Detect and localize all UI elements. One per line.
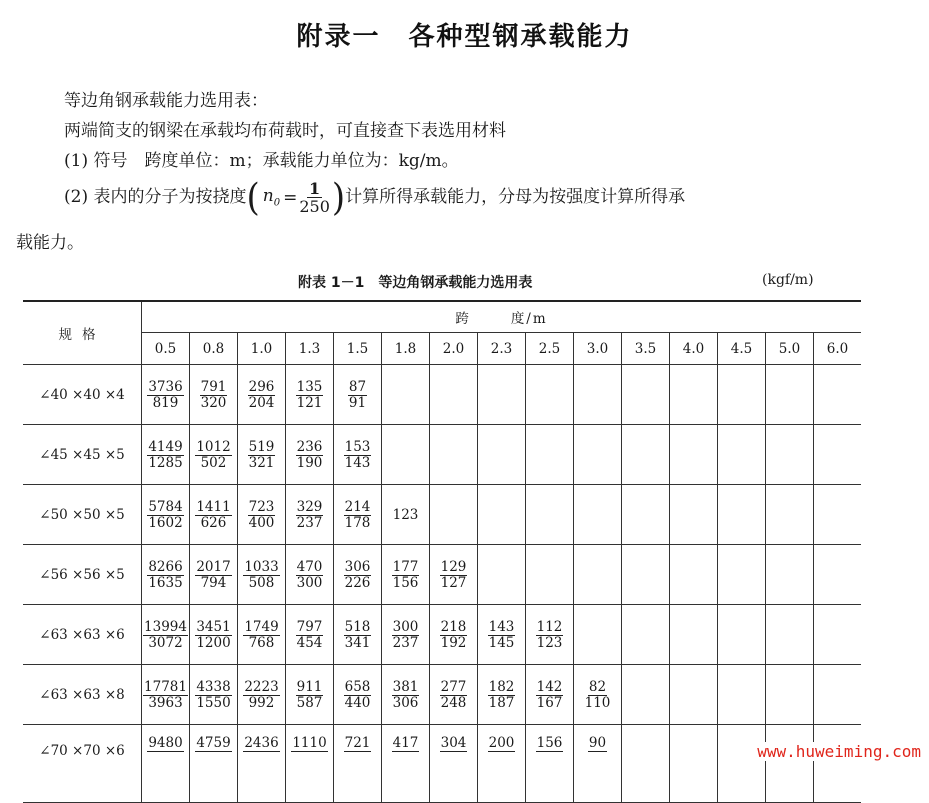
deflection-capacity: 4338 — [196, 678, 231, 695]
deflection-capacity: 1110 — [292, 735, 327, 751]
capacity-fraction — [248, 500, 276, 531]
table-row — [23, 605, 861, 665]
note-1: (1) 符号 跨度单位：m；承载能力单位为：kg/m。 — [64, 151, 459, 171]
capacity-fraction — [344, 736, 372, 752]
capacity-fraction — [143, 620, 188, 651]
capacity-cell — [814, 485, 862, 545]
capacity-cell — [478, 545, 526, 605]
capacity-cell — [814, 665, 862, 725]
span-column-header: 3.0 — [574, 333, 622, 365]
deflection-capacity: 723 — [248, 498, 275, 515]
capacity-cell — [766, 605, 814, 665]
deflection-capacity: 1012 — [196, 438, 231, 455]
capacity-cell — [814, 725, 862, 803]
capacity-cell — [382, 725, 430, 803]
span-column-header: 6.0 — [814, 333, 862, 365]
capacity-fraction — [344, 680, 372, 711]
span-column-header: 2.5 — [526, 333, 574, 365]
span-column-header: 1.8 — [382, 333, 430, 365]
capacity-fraction — [588, 736, 607, 752]
strength-capacity: 341 — [344, 634, 371, 651]
capacity-table — [23, 300, 861, 803]
capacity-cell — [814, 425, 862, 485]
capacity-cell — [190, 485, 238, 545]
capacity-cell — [430, 425, 478, 485]
capacity-fraction — [147, 500, 183, 531]
deflection-capacity: 1033 — [244, 558, 279, 575]
capacity-cell — [622, 485, 670, 545]
angle-spec: ∠56 ×56 ×5 — [23, 545, 142, 605]
capacity-fraction — [296, 440, 324, 471]
table-caption: 附表 1－1 等边角钢承载能力选用表 — [298, 275, 533, 291]
capacity-cell — [238, 425, 286, 485]
strength-capacity: 156 — [392, 574, 419, 591]
watermark: www.huweiming.com — [757, 742, 921, 761]
capacity-cell — [622, 725, 670, 803]
capacity-cell — [334, 485, 382, 545]
note-2 — [64, 175, 686, 220]
strength-capacity: 306 — [392, 694, 419, 711]
deflection-capacity: 112 — [536, 618, 563, 635]
deflection-capacity: 3736 — [148, 378, 183, 395]
deflection-capacity: 153 — [344, 438, 371, 455]
capacity-fraction — [195, 736, 231, 752]
capacity-fraction — [440, 736, 468, 752]
deflection-capacity: 791 — [200, 378, 227, 395]
capacity-cell — [718, 485, 766, 545]
deflection-capacity: 304 — [440, 735, 467, 751]
strength-capacity: 187 — [488, 694, 515, 711]
capacity-cell — [766, 485, 814, 545]
deflection-capacity: 17781 — [144, 678, 187, 695]
capacity-fraction — [392, 680, 420, 711]
capacity-cell — [478, 365, 526, 425]
capacity-cell — [142, 725, 190, 803]
capacity-cell — [382, 665, 430, 725]
capacity-cell — [574, 365, 622, 425]
span-column-header: 1.0 — [238, 333, 286, 365]
deflection-capacity: 9480 — [148, 735, 183, 751]
intro-line-2: 两端简支的钢梁在承载均布荷载时，可直接查下表选用材料 — [64, 121, 506, 141]
capacity-fraction — [392, 620, 420, 651]
strength-capacity: 300 — [296, 574, 323, 591]
table-row — [23, 545, 861, 605]
capacity-cell — [478, 725, 526, 803]
capacity-cell — [574, 725, 622, 803]
capacity-fraction — [147, 560, 183, 591]
capacity-cell — [814, 545, 862, 605]
capacity-fraction — [344, 440, 372, 471]
strength-capacity: 794 — [200, 574, 227, 591]
deflection-capacity: 329 — [296, 498, 323, 515]
strength-capacity: 1635 — [148, 574, 183, 591]
capacity-fraction — [147, 380, 183, 411]
capacity-fraction — [536, 680, 564, 711]
deflection-capacity: 4759 — [196, 735, 231, 751]
strength-capacity: 440 — [344, 694, 371, 711]
capacity-fraction — [344, 620, 372, 651]
capacity-cell — [622, 365, 670, 425]
capacity-fraction — [296, 680, 324, 711]
capacity-cell — [286, 605, 334, 665]
capacity-cell — [670, 665, 718, 725]
strength-capacity: 992 — [248, 694, 275, 711]
capacity-cell — [526, 485, 574, 545]
capacity-cell — [814, 605, 862, 665]
capacity-cell — [670, 725, 718, 803]
capacity-cell — [334, 365, 382, 425]
deflection-capacity: 417 — [392, 735, 419, 751]
capacity-fraction — [392, 560, 420, 591]
title-subject: 各种型钢承载能力 — [408, 22, 633, 52]
angle-spec: ∠40 ×40 ×4 — [23, 365, 142, 425]
deflection-capacity: 87 — [348, 378, 367, 395]
capacity-cell — [478, 425, 526, 485]
table-row — [23, 365, 861, 425]
note-2-text-after: 计算所得承载能力，分母为按强度计算所得承 — [345, 187, 686, 207]
strength-capacity: 454 — [296, 634, 323, 651]
capacity-value: 123 — [392, 506, 419, 523]
deflection-capacity: 1411 — [196, 498, 231, 515]
capacity-fraction — [195, 440, 231, 471]
capacity-cell — [142, 365, 190, 425]
capacity-fraction — [195, 500, 231, 531]
angle-spec: ∠50 ×50 ×5 — [23, 485, 142, 545]
capacity-fraction — [348, 380, 367, 411]
strength-capacity: 502 — [200, 454, 227, 471]
spec-header: 规格 — [23, 301, 142, 365]
capacity-cell — [382, 545, 430, 605]
capacity-fraction — [344, 560, 372, 591]
table-unit: (kgf/m) — [762, 272, 814, 288]
deflection-capacity: 519 — [248, 438, 275, 455]
capacity-fraction — [344, 500, 372, 531]
capacity-cell — [190, 365, 238, 425]
strength-capacity: 237 — [392, 634, 419, 651]
capacity-cell — [718, 365, 766, 425]
capacity-fraction — [440, 680, 468, 711]
capacity-cell — [718, 725, 766, 803]
capacity-cell — [670, 485, 718, 545]
capacity-cell — [670, 365, 718, 425]
deflection-capacity: 218 — [440, 618, 467, 635]
capacity-cell — [382, 605, 430, 665]
capacity-fraction — [243, 560, 279, 591]
capacity-cell — [286, 545, 334, 605]
strength-capacity: 1285 — [148, 454, 183, 471]
capacity-cell — [190, 605, 238, 665]
span-column-header: 4.5 — [718, 333, 766, 365]
capacity-fraction — [248, 440, 276, 471]
table-row — [23, 485, 861, 545]
deflection-capacity: 381 — [392, 678, 419, 695]
strength-capacity: 1602 — [148, 514, 183, 531]
capacity-cell — [334, 605, 382, 665]
strength-capacity: 626 — [200, 514, 227, 531]
capacity-cell — [142, 425, 190, 485]
strength-capacity: 167 — [536, 694, 563, 711]
strength-capacity: 190 — [296, 454, 323, 471]
capacity-cell — [478, 605, 526, 665]
capacity-cell — [670, 545, 718, 605]
capacity-cell — [190, 725, 238, 803]
capacity-cell — [574, 665, 622, 725]
capacity-cell — [574, 485, 622, 545]
capacity-fraction — [200, 380, 228, 411]
capacity-cell — [766, 725, 814, 803]
deflection-capacity: 135 — [296, 378, 323, 395]
strength-capacity: 321 — [248, 454, 275, 471]
strength-capacity: 143 — [344, 454, 371, 471]
capacity-cell — [718, 665, 766, 725]
deflection-capacity: 721 — [344, 735, 371, 751]
capacity-cell — [190, 665, 238, 725]
capacity-cell — [286, 365, 334, 425]
note-2-continued: 载能力。 — [16, 233, 84, 253]
deflection-capacity: 200 — [488, 735, 515, 751]
capacity-fraction — [585, 680, 611, 711]
capacity-cell — [766, 665, 814, 725]
deflection-capacity: 13994 — [144, 618, 187, 635]
span-column-header: 5.0 — [766, 333, 814, 365]
capacity-cell — [766, 425, 814, 485]
capacity-cell — [526, 545, 574, 605]
capacity-cell — [190, 545, 238, 605]
capacity-cell — [526, 425, 574, 485]
capacity-cell — [334, 425, 382, 485]
capacity-fraction — [248, 380, 276, 411]
capacity-cell — [574, 425, 622, 485]
capacity-cell — [286, 665, 334, 725]
deflection-capacity: 214 — [344, 498, 371, 515]
intro-line-1: 等边角钢承载能力选用表： — [64, 91, 268, 111]
capacity-fraction — [291, 736, 327, 752]
angle-spec: ∠63 ×63 ×6 — [23, 605, 142, 665]
capacity-cell — [622, 665, 670, 725]
strength-capacity: 1200 — [196, 634, 231, 651]
capacity-fraction — [296, 620, 324, 651]
capacity-cell — [142, 485, 190, 545]
deflection-capacity: 90 — [588, 735, 607, 751]
capacity-cell — [238, 485, 286, 545]
capacity-fraction — [488, 620, 516, 651]
capacity-cell — [430, 665, 478, 725]
deflection-capacity: 82 — [588, 678, 607, 695]
strength-capacity: 192 — [440, 634, 467, 651]
capacity-cell — [574, 605, 622, 665]
capacity-fraction — [143, 680, 188, 711]
span-column-header: 1.3 — [286, 333, 334, 365]
capacity-fraction — [392, 736, 420, 752]
span-header: 跨 度/m — [142, 301, 862, 333]
capacity-cell — [718, 425, 766, 485]
capacity-cell — [430, 605, 478, 665]
capacity-cell — [382, 485, 430, 545]
table-row — [23, 425, 861, 485]
strength-capacity: 204 — [248, 394, 275, 411]
capacity-cell — [142, 605, 190, 665]
capacity-cell — [478, 485, 526, 545]
capacity-cell — [190, 425, 238, 485]
deflection-capacity: 182 — [488, 678, 515, 695]
deflection-capacity: 3451 — [196, 618, 231, 635]
capacity-fraction — [195, 680, 231, 711]
capacity-cell — [814, 365, 862, 425]
deflection-capacity: 306 — [344, 558, 371, 575]
capacity-cell — [430, 545, 478, 605]
capacity-fraction — [296, 500, 324, 531]
capacity-cell — [382, 365, 430, 425]
strength-capacity: 145 — [488, 634, 515, 651]
strength-capacity: 400 — [248, 514, 275, 531]
deflection-capacity: 277 — [440, 678, 467, 695]
deflection-formula: ( $n_0$ = $\frac{1}{250}$ ) — [246, 175, 346, 220]
deflection-capacity: 470 — [296, 558, 323, 575]
strength-capacity: 587 — [296, 694, 323, 711]
strength-capacity: 127 — [440, 574, 467, 591]
strength-capacity: 123 — [536, 634, 563, 651]
capacity-fraction — [195, 560, 231, 591]
capacity-fraction — [440, 620, 468, 651]
capacity-cell — [718, 545, 766, 605]
capacity-cell — [526, 365, 574, 425]
deflection-capacity: 5784 — [148, 498, 183, 515]
span-column-header: 2.0 — [430, 333, 478, 365]
span-column-header: 1.5 — [334, 333, 382, 365]
capacity-cell — [526, 725, 574, 803]
table-body — [23, 365, 861, 803]
capacity-cell — [238, 665, 286, 725]
capacity-fraction — [147, 736, 183, 752]
span-column-header: 0.8 — [190, 333, 238, 365]
capacity-fraction — [440, 560, 468, 591]
deflection-capacity: 142 — [536, 678, 563, 695]
capacity-fraction — [488, 736, 516, 752]
capacity-fraction — [243, 620, 279, 651]
page-title — [0, 16, 929, 53]
capacity-cell — [622, 425, 670, 485]
capacity-cell — [526, 665, 574, 725]
deflection-capacity: 143 — [488, 618, 515, 635]
note-2-text-before: (2) 表内的分子为按挠度 — [64, 187, 247, 207]
capacity-cell — [574, 545, 622, 605]
strength-capacity: 508 — [248, 574, 275, 591]
capacity-fraction — [243, 736, 279, 752]
capacity-cell — [670, 425, 718, 485]
title-appendix: 附录一 — [296, 22, 381, 52]
strength-capacity: 1550 — [196, 694, 231, 711]
capacity-cell — [334, 725, 382, 803]
span-column-header: 3.5 — [622, 333, 670, 365]
angle-spec: ∠45 ×45 ×5 — [23, 425, 142, 485]
capacity-cell — [142, 545, 190, 605]
deflection-capacity: 236 — [296, 438, 323, 455]
capacity-cell — [238, 365, 286, 425]
deflection-capacity: 658 — [344, 678, 371, 695]
capacity-fraction — [536, 620, 564, 651]
strength-capacity: 768 — [248, 634, 275, 651]
span-column-header: 2.3 — [478, 333, 526, 365]
span-values-row — [23, 333, 861, 365]
table-row — [23, 665, 861, 725]
capacity-cell — [430, 725, 478, 803]
capacity-fraction — [296, 560, 324, 591]
angle-spec: ∠70 ×70 ×6 — [23, 725, 142, 803]
deflection-capacity: 1749 — [244, 618, 279, 635]
capacity-cell — [334, 665, 382, 725]
span-column-header: 4.0 — [670, 333, 718, 365]
strength-capacity: 110 — [584, 694, 611, 711]
capacity-cell — [142, 665, 190, 725]
capacity-cell — [382, 425, 430, 485]
strength-capacity: 178 — [344, 514, 371, 531]
capacity-cell — [238, 605, 286, 665]
deflection-capacity: 4149 — [148, 438, 183, 455]
capacity-cell — [766, 545, 814, 605]
capacity-cell — [286, 485, 334, 545]
capacity-cell — [718, 605, 766, 665]
capacity-cell — [238, 725, 286, 803]
deflection-capacity: 797 — [296, 618, 323, 635]
deflection-capacity: 911 — [296, 678, 323, 695]
capacity-cell — [430, 485, 478, 545]
capacity-cell — [478, 665, 526, 725]
table-row — [23, 725, 861, 803]
capacity-cell — [622, 605, 670, 665]
deflection-capacity: 300 — [392, 618, 419, 635]
strength-capacity: 3072 — [148, 634, 183, 651]
deflection-capacity: 2223 — [244, 678, 279, 695]
deflection-capacity: 8266 — [148, 558, 183, 575]
strength-capacity: 248 — [440, 694, 467, 711]
strength-capacity: 226 — [344, 574, 371, 591]
strength-capacity: 819 — [152, 394, 179, 411]
capacity-cell — [334, 545, 382, 605]
strength-capacity: 3963 — [148, 694, 183, 711]
deflection-capacity: 518 — [344, 618, 371, 635]
strength-capacity: 91 — [348, 394, 367, 411]
strength-capacity: 237 — [296, 514, 323, 531]
capacity-fraction — [488, 680, 516, 711]
capacity-cell — [622, 545, 670, 605]
deflection-capacity: 129 — [440, 558, 467, 575]
capacity-cell — [286, 725, 334, 803]
angle-spec: ∠63 ×63 ×8 — [23, 665, 142, 725]
capacity-cell — [766, 365, 814, 425]
deflection-capacity: 2436 — [244, 735, 279, 751]
capacity-fraction — [536, 736, 564, 752]
capacity-fraction — [296, 380, 324, 411]
capacity-cell — [430, 365, 478, 425]
deflection-capacity: 2017 — [196, 558, 231, 575]
deflection-capacity: 296 — [248, 378, 275, 395]
capacity-cell — [286, 425, 334, 485]
strength-capacity: 320 — [200, 394, 227, 411]
capacity-cell — [526, 605, 574, 665]
deflection-capacity: 177 — [392, 558, 419, 575]
capacity-fraction — [195, 620, 231, 651]
capacity-cell — [670, 605, 718, 665]
capacity-cell — [238, 545, 286, 605]
capacity-fraction — [243, 680, 279, 711]
capacity-fraction — [147, 440, 183, 471]
deflection-capacity: 156 — [536, 735, 563, 751]
strength-capacity: 121 — [296, 394, 323, 411]
span-column-header: 0.5 — [142, 333, 190, 365]
